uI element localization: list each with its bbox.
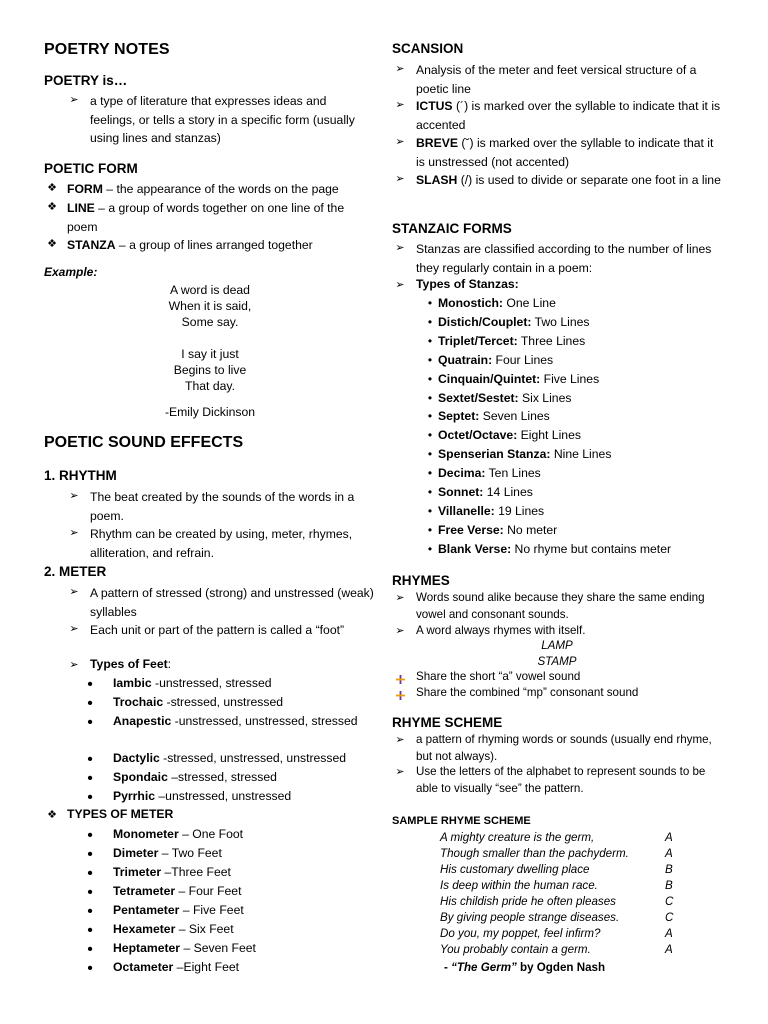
rhyme-letter: A xyxy=(665,943,673,956)
rhymes-item: Words sound alike because they share the same ending vowel and consonant sounds. xyxy=(416,591,705,621)
arrow-bullet-icon: ➢ xyxy=(395,99,405,111)
dot-bullet-icon: • xyxy=(87,846,93,863)
dot-bullet-icon: • xyxy=(427,390,433,405)
ictus-item: ICTUS (´) is marked over the syllable to indicate that it is accented xyxy=(416,99,721,132)
stanza-type-item: Monostich: One Line xyxy=(438,296,556,310)
arrow-bullet-icon: ➢ xyxy=(395,592,405,604)
example-poem-stanza-1: A word is dead When it is said, Some say. xyxy=(168,283,252,329)
stanza-type-item: Free Verse: No meter xyxy=(438,522,558,537)
rhythm-heading: 1. RHYTHM xyxy=(44,468,117,483)
stanza-type-item: Septet: Seven Lines xyxy=(438,409,550,424)
poem-line: A mighty creature is the germ, xyxy=(440,831,595,844)
stanza-type-item: Villanelle: 19 Lines xyxy=(438,503,545,518)
dot-bullet-icon: • xyxy=(87,884,93,901)
rhyme-scheme-item: a pattern of rhyming words or sounds (usually end rhyme, but not always). xyxy=(416,733,712,763)
stanza-type-item: Spenserian Stanza: Nine Lines xyxy=(438,447,612,462)
diamond-bullet-icon: ❖ xyxy=(47,201,57,213)
stanza-type-item: Distich/Couplet: Two Lines xyxy=(438,314,590,329)
arrow-bullet-icon: ➢ xyxy=(69,94,79,106)
meter-heading: 2. METER xyxy=(44,564,107,579)
dot-bullet-icon: • xyxy=(427,296,433,310)
rhyme-letter: A xyxy=(665,847,673,860)
dot-bullet-icon: • xyxy=(427,333,433,348)
poem-line: Do you, my poppet, feel infirm? xyxy=(440,927,601,940)
breve-item: BREVE (˘) is marked over the syllable to indicate that it is unstressed (not accented) xyxy=(416,136,714,169)
foot-item: Spondaic –stressed, stressed xyxy=(113,770,277,784)
stanza-type-item: Cinquain/Quintet: Five Lines xyxy=(438,371,600,386)
dot-bullet-icon: • xyxy=(427,409,433,424)
stanza-item: STANZA – a group of lines arranged together xyxy=(67,238,313,252)
arrow-bullet-icon: ➢ xyxy=(395,625,405,637)
meter-type-item: Heptameter – Seven Feet xyxy=(113,941,256,955)
types-of-meter-heading: TYPES OF METER xyxy=(67,807,174,821)
stanza-type-item: Sonnet: 14 Lines xyxy=(438,485,533,499)
example-author: -Emily Dickinson xyxy=(164,405,256,419)
rhyme-letter: A xyxy=(665,831,673,844)
arrow-bullet-icon: ➢ xyxy=(395,63,405,75)
arrow-bullet-icon: ➢ xyxy=(395,242,405,254)
poem-line: By giving people strange diseases. xyxy=(440,911,620,924)
arrow-bullet-icon: ➢ xyxy=(69,623,79,635)
dot-bullet-icon: • xyxy=(87,751,93,768)
rhyme-letter: C xyxy=(665,911,674,924)
example-label: Example: xyxy=(44,265,98,279)
sample-rhyme-scheme-heading: SAMPLE RHYME SCHEME xyxy=(392,815,531,827)
meter-item: Each unit or part of the pattern is called a “foot” xyxy=(90,623,345,637)
stanza-type-item: Blank Verse: No rhyme but contains meter xyxy=(438,541,672,556)
dot-bullet-icon: • xyxy=(87,714,93,731)
slash-item: SLASH (/) is used to divide or separate one foot in a line xyxy=(416,173,721,187)
scansion-heading: SCANSION xyxy=(392,41,464,56)
stanza-type-item: Decima: Ten Lines xyxy=(438,466,541,481)
scansion-item: Analysis of the meter and feet versical structure of a poetic line xyxy=(416,63,697,96)
dot-bullet-icon: • xyxy=(87,922,93,939)
types-of-feet-label: Types of Feet: xyxy=(90,657,172,671)
sound-effects-heading: POETIC SOUND EFFECTS xyxy=(44,434,244,451)
foot-item: Dactylic -stressed, unstressed, unstressed xyxy=(113,751,347,765)
arrow-bullet-icon: ➢ xyxy=(395,136,405,148)
rhyme-share-item: Share the combined “mp” consonant sound xyxy=(416,686,639,699)
dot-bullet-icon: • xyxy=(87,903,93,920)
arrow-bullet-icon: ➢ xyxy=(69,586,79,598)
foot-item: Iambic -unstressed, stressed xyxy=(113,676,272,690)
foot-item: Anapestic -unstressed, unstressed, stressed xyxy=(113,714,358,728)
dot-bullet-icon: • xyxy=(87,827,93,844)
arrow-bullet-icon: ➢ xyxy=(69,527,79,539)
poem-line: Though smaller than the pachyderm. xyxy=(440,847,629,860)
rhythm-item: The beat created by the sounds of the words in a poem. xyxy=(90,490,355,523)
arrow-bullet-icon: ➢ xyxy=(395,279,405,291)
rhyme-letter: C xyxy=(665,895,674,908)
foot-item: Pyrrhic –unstressed, unstressed xyxy=(113,789,292,803)
diamond-bullet-icon: ❖ xyxy=(47,238,57,250)
diamond-bullet-icon: ❖ xyxy=(47,182,57,194)
page-title: POETRY NOTES xyxy=(44,41,170,58)
form-item: FORM – the appearance of the words on the page xyxy=(67,182,339,196)
meter-type-item: Octameter –Eight Feet xyxy=(113,960,240,974)
poem-line: His childish pride he often pleases xyxy=(440,895,616,908)
foot-item: Trochaic -stressed, unstressed xyxy=(113,695,284,709)
rhyme-letter: A xyxy=(665,927,673,940)
meter-type-item: Hexameter – Six Feet xyxy=(113,922,234,936)
rhyme-scheme-heading: RHYME SCHEME xyxy=(392,715,503,730)
arrow-bullet-icon: ➢ xyxy=(69,659,79,671)
dot-bullet-icon: • xyxy=(87,960,93,977)
meter-type-item: Monometer – One Foot xyxy=(113,827,244,841)
dot-bullet-icon: • xyxy=(427,371,433,386)
meter-type-item: Pentameter – Five Feet xyxy=(113,903,244,917)
poem-attribution: - “The Germ” by Ogden Nash xyxy=(444,961,606,974)
meter-type-item: Tetrameter – Four Feet xyxy=(113,884,242,898)
rhyme-share-item: Share the short “a” vowel sound xyxy=(416,670,581,683)
rhyme-scheme-item: Use the letters of the alphabet to represent sounds to be able to visually “see” the pattern. xyxy=(416,765,706,795)
stanzaic-intro: Stanzas are classified according to the number of lines they regularly contain in a poem: xyxy=(416,242,712,275)
dot-bullet-icon: • xyxy=(427,503,433,518)
cross-bullet-icon xyxy=(392,686,408,704)
rhyme-letter: B xyxy=(665,863,673,876)
stanza-type-item: Triplet/Tercet: Three Lines xyxy=(438,333,586,348)
stanza-type-item: Octet/Octave: Eight Lines xyxy=(438,428,581,443)
rhyme-example-2: STAMP xyxy=(537,655,577,668)
example-poem-stanza-2: I say it just Begins to live That day. xyxy=(173,347,247,393)
dot-bullet-icon: • xyxy=(427,447,433,462)
poem-line: His customary dwelling place xyxy=(440,863,590,876)
poetic-form-heading: POETIC FORM xyxy=(44,161,138,176)
dot-bullet-icon: • xyxy=(87,789,93,806)
dot-bullet-icon: • xyxy=(87,770,93,787)
diamond-bullet-icon: ❖ xyxy=(47,809,57,821)
rhyme-example-1: LAMP xyxy=(541,639,573,652)
rhymes-item: A word always rhymes with itself. xyxy=(416,624,586,637)
stanza-type-item: Sextet/Sestet: Six Lines xyxy=(438,390,572,405)
dot-bullet-icon: • xyxy=(87,941,93,958)
poetry-is-heading: POETRY is… xyxy=(44,73,128,88)
meter-type-item: Dimeter – Two Feet xyxy=(113,846,222,860)
poetry-definition: a type of literature that expresses ideas and feelings, or tells a story in a specific form (usually using lines and stanzas) xyxy=(90,94,355,145)
arrow-bullet-icon: ➢ xyxy=(395,766,405,778)
poem-line: Is deep within the human race. xyxy=(440,879,598,892)
stanzaic-forms-heading: STANZAIC FORMS xyxy=(392,221,512,236)
dot-bullet-icon: • xyxy=(427,428,433,443)
arrow-bullet-icon: ➢ xyxy=(69,490,79,502)
arrow-bullet-icon: ➢ xyxy=(395,734,405,746)
dot-bullet-icon: • xyxy=(87,865,93,882)
meter-item: A pattern of stressed (strong) and unstressed (weak) syllables xyxy=(90,586,374,619)
dot-bullet-icon: • xyxy=(87,695,93,712)
poem-line: You probably contain a germ. xyxy=(440,943,591,956)
line-item: LINE – a group of words together on one line of the poem xyxy=(67,201,345,234)
dot-bullet-icon: • xyxy=(427,314,433,329)
arrow-bullet-icon: ➢ xyxy=(395,173,405,185)
dot-bullet-icon: • xyxy=(427,466,433,481)
dot-bullet-icon: • xyxy=(427,541,433,556)
dot-bullet-icon: • xyxy=(427,352,433,367)
dot-bullet-icon: • xyxy=(427,522,433,537)
types-of-stanzas-label: Types of Stanzas: xyxy=(416,277,519,291)
meter-type-item: Trimeter –Three Feet xyxy=(113,865,231,879)
stanza-type-item: Quatrain: Four Lines xyxy=(438,352,554,367)
dot-bullet-icon: • xyxy=(87,676,93,693)
rhymes-heading: RHYMES xyxy=(392,573,450,588)
rhythm-item: Rhythm can be created by using, meter, rhymes, alliteration, and refrain. xyxy=(90,527,353,560)
dot-bullet-icon: • xyxy=(427,485,433,499)
rhyme-letter: B xyxy=(665,879,673,892)
